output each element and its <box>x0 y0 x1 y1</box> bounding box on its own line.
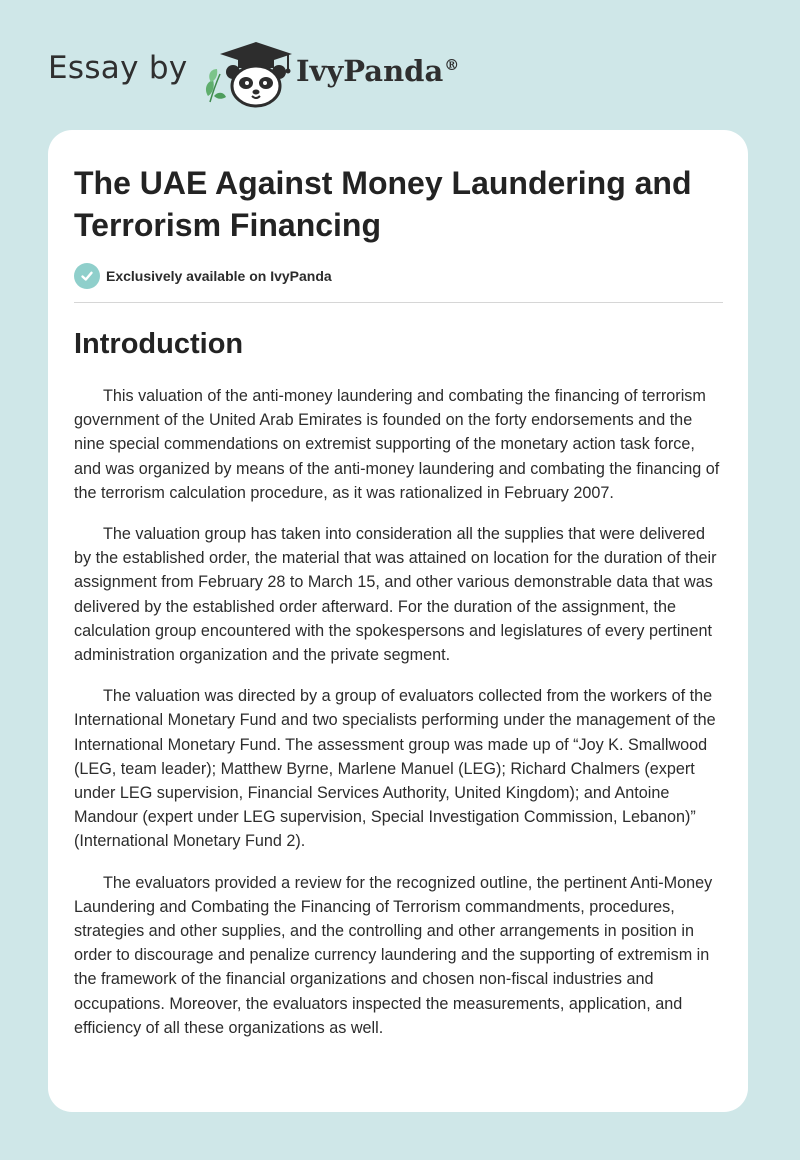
brand-prefix: Essay by <box>48 50 188 86</box>
site-header <box>0 0 800 130</box>
paragraph-2: The valuation group has taken into consideration all the supplies that were delivered by the established order, the material that was attained on location for the duration of their assignment from February 28 to March 15, and other various demonstrable data that was delivered by the established order afterward. For the duration of the assignment, the calculation group encountered with the spokespersons and legislatures of every pertinent administration organization and the private segment. <box>74 525 717 665</box>
badge-text: Exclusively available on IvyPanda <box>106 268 332 284</box>
registered-mark: ® <box>444 56 460 74</box>
paragraph-3: The valuation was directed by a group of evaluators collected from the workers of the International Monetary Fund and two specialists performing under the management of the International Monetary Fund. The assessment group was made up of “Joy K. Smallwood (LEG, team leader); Matthew Byrne, Marlene Manuel (LEG); Richard Chalmers (expert under LEG supervision, Financial Services Authority, United Kingdom); and Antoine Mandour (expert under LEG supervision, Special Investigation Commission, Lebanon)” (International Monetary Fund 2). <box>74 687 716 851</box>
paragraph-4: The evaluators provided a review for the recognized outline, the pertinent Anti-Money Laundering and Combating the Financing of Terrorism commandments, procedures, strategies and other supplies, and the controlling and other arrangements in position in order to discourage and penalize currency laundering and the supporting of extremism in the framework of the financial organizations and chosen non-fiscal industries and occupations. Moreover, the evaluators inspected the measurements, application, and efficiency of all these organizations as well. <box>74 873 713 1037</box>
divider <box>74 302 723 303</box>
panda-graduate-logo-icon[interactable] <box>200 36 296 108</box>
article-body <box>74 384 726 1057</box>
exclusive-badge <box>74 263 332 289</box>
section-heading: Introduction <box>74 328 244 360</box>
check-icon <box>74 263 100 289</box>
paragraph-1: This valuation of the anti-money laundering and combating the financing of terrorism government of the United Arab Emirates is founded on the forty endorsements and the nine special commendations on extremist supporting of the monetary action task force, and was organized by means of the anti-money laundering and combating the financing of the terrorism calculation procedure, as it was rationalized in February 2007. <box>74 387 720 502</box>
essay-card <box>48 130 748 1112</box>
brand-name[interactable]: IvyPanda® <box>296 54 460 88</box>
page-title: The UAE Against Money Laundering and Terrorism Financing <box>74 165 692 243</box>
